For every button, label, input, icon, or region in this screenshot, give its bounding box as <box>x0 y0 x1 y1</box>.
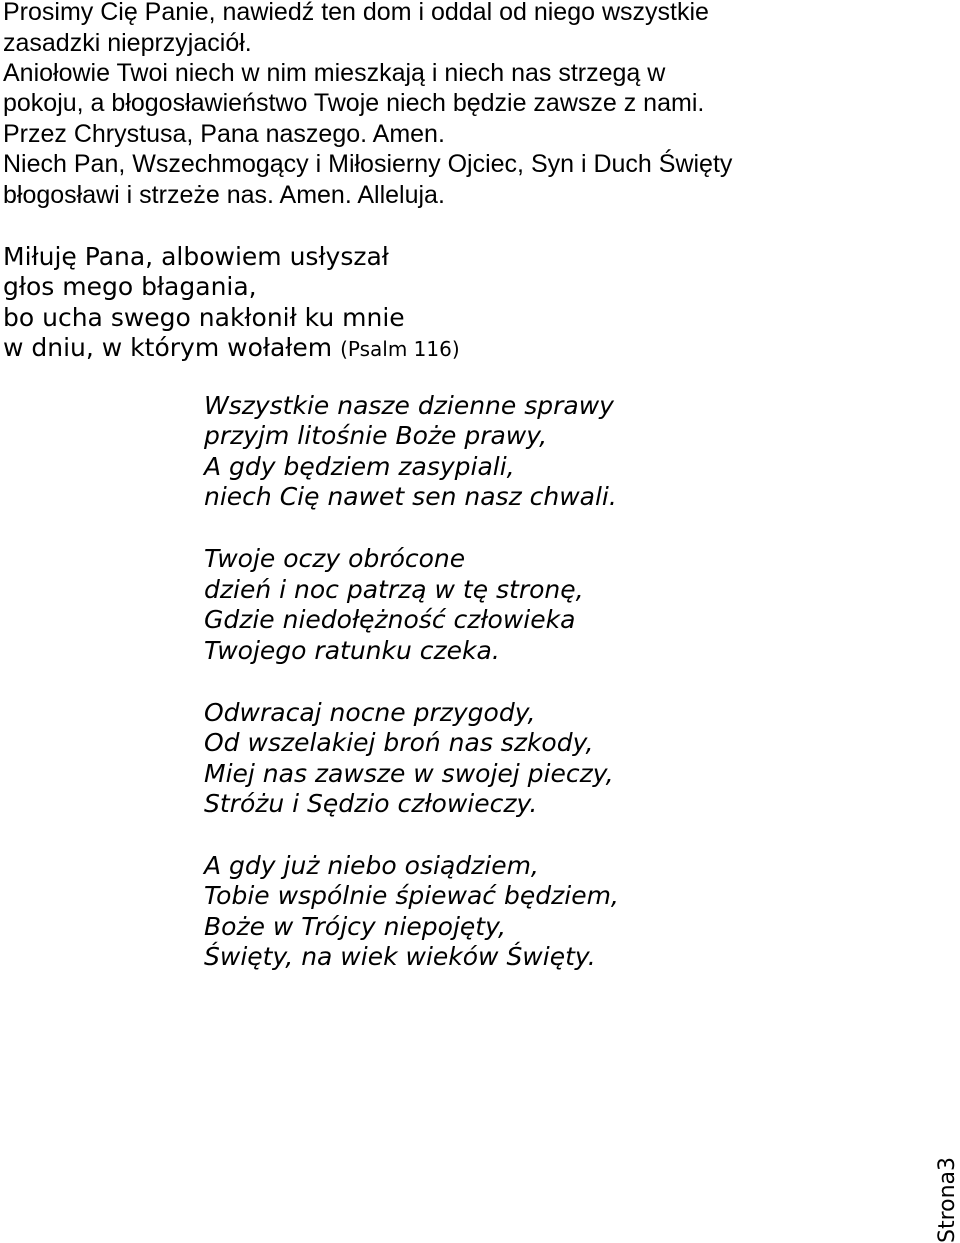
prayer-line: pokoju, a błogosławieństwo Twoje niech będzie zawsze z nami. <box>3 89 705 117</box>
psalm-reference: (Psalm 116) <box>340 337 460 361</box>
hymn-line: Odwracaj nocne przygody, <box>204 698 536 727</box>
psalm-line: bo ucha swego nakłonił ku mnie <box>3 303 405 332</box>
hymn-line: przyjm litośnie Boże prawy, <box>204 421 548 450</box>
hymn-line: A gdy już niebo osiądziem, <box>204 851 539 880</box>
hymn-line: Twojego ratunku czeka. <box>204 636 500 665</box>
psalm-line <box>3 333 460 364</box>
hymn-line: dzień i noc patrzą w tę stronę, <box>204 575 584 604</box>
prayer-line: Aniołowie Twoi niech w nim mieszkają i niech nas strzegą w <box>3 59 666 87</box>
hymn-line: Stróżu i Sędzio człowieczy. <box>204 789 538 818</box>
psalm-line: Miłuję Pana, albowiem usłyszał <box>3 242 389 271</box>
page-number-label: Strona3 <box>935 1156 960 1243</box>
prayer-line: błogosławi i strzeże nas. Amen. Alleluja. <box>3 181 445 209</box>
hymn-line: niech Cię nawet sen nasz chwali. <box>204 482 617 511</box>
prayer-line: zasadzki nieprzyjaciół. <box>3 29 252 57</box>
hymn-line: A gdy będziem zasypiali, <box>204 452 515 481</box>
hymn-line: Tobie wspólnie śpiewać będziem, <box>204 881 619 910</box>
prayer-line: Przez Chrystusa, Pana naszego. Amen. <box>3 120 445 148</box>
psalm-line-text: w dniu, w którym wołałem <box>3 333 333 362</box>
psalm-line: głos mego błagania, <box>3 272 257 301</box>
hymn-line: Święty, na wiek wieków Święty. <box>204 942 596 971</box>
page-number <box>934 1157 960 1243</box>
hymn-line: Miej nas zawsze w swojej pieczy, <box>204 759 614 788</box>
hymn-line: Gdzie niedołężność człowieka <box>204 605 576 634</box>
hymn-line: Twoje oczy obrócone <box>204 544 466 573</box>
hymn-line: Boże w Trójcy niepojęty, <box>204 912 506 941</box>
hymn-line: Od wszelakiej broń nas szkody, <box>204 728 594 757</box>
prayer-line: Prosimy Cię Panie, nawiedź ten dom i oddal od niego wszystkie <box>3 0 709 26</box>
hymn-line: Wszystkie nasze dzienne sprawy <box>204 391 614 420</box>
prayer-line: Niech Pan, Wszechmogący i Miłosierny Ojciec, Syn i Duch Święty <box>3 150 733 178</box>
